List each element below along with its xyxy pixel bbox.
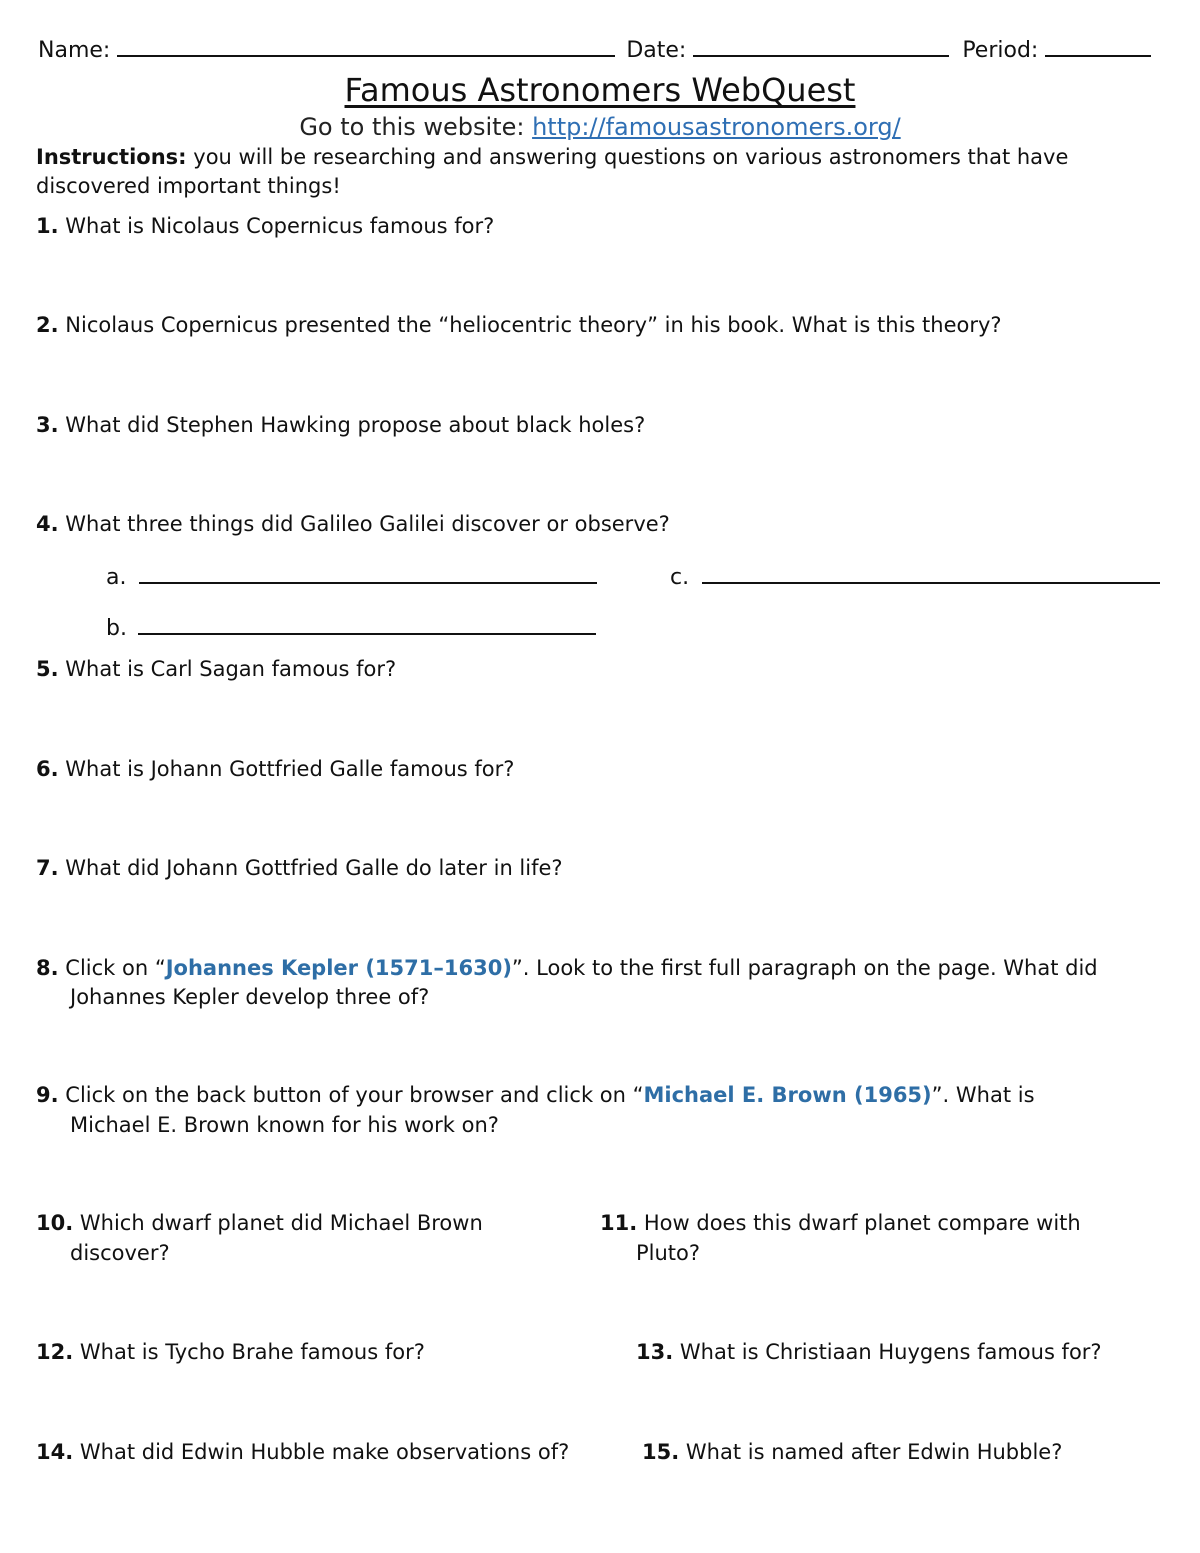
question-2: 2. Nicolaus Copernicus presented the “heliocentric theory” in his book. What is this theory? <box>36 313 1002 337</box>
instructions <box>36 143 1146 201</box>
period-blank[interactable] <box>1045 55 1151 57</box>
website-link[interactable]: http://famousastronomers.org/ <box>532 113 901 141</box>
brown-link[interactable]: Michael E. Brown (1965) <box>643 1083 932 1107</box>
period-label: Period: <box>962 38 1039 63</box>
website-prefix: Go to this website: <box>299 113 525 141</box>
question-8-line2: Johannes Kepler develop three of? <box>70 985 430 1009</box>
question-4: 4. What three things did Galileo Galilei discover or observe? <box>36 512 670 536</box>
date-blank[interactable] <box>693 55 949 57</box>
q4-part-c: c. <box>670 563 1160 592</box>
instructions-text: you will be researching and answering questions on various astronomers that have discovered important things! <box>36 145 1069 198</box>
q4-answer-a[interactable] <box>139 582 597 584</box>
website-line <box>0 111 1200 143</box>
question-10: 10. Which dwarf planet did Michael Brown <box>36 1211 483 1235</box>
question-5: 5. What is Carl Sagan famous for? <box>36 657 397 681</box>
q4-part-a: a. <box>106 563 597 592</box>
question-3: 3. What did Stephen Hawking propose about black holes? <box>36 413 646 437</box>
question-14: 14. What did Edwin Hubble make observations of? <box>36 1440 570 1464</box>
name-blank[interactable] <box>117 55 615 57</box>
question-10-line2: discover? <box>70 1241 170 1265</box>
q4-part-b: b. <box>106 614 596 643</box>
question-15: 15. What is named after Edwin Hubble? <box>642 1440 1063 1464</box>
student-info-row <box>38 36 1151 66</box>
question-9-line2: Michael E. Brown known for his work on? <box>70 1113 499 1137</box>
question-9: 9. Click on the back button of your browser and click on “Michael E. Brown (1965)”. What is <box>36 1083 1035 1107</box>
q4-answer-c[interactable] <box>702 582 1160 584</box>
question-13: 13. What is Christiaan Huygens famous for? <box>636 1340 1102 1364</box>
question-7: 7. What did Johann Gottfried Galle do later in life? <box>36 856 563 880</box>
date-label: Date: <box>626 38 687 63</box>
question-1: 1. What is Nicolaus Copernicus famous for? <box>36 214 495 238</box>
question-8: 8. Click on “Johannes Kepler (1571–1630)”. Look to the first full paragraph on the page. What did <box>36 956 1098 980</box>
question-6: 6. What is Johann Gottfried Galle famous for? <box>36 757 515 781</box>
question-12: 12. What is Tycho Brahe famous for? <box>36 1340 425 1364</box>
name-label: Name: <box>38 38 111 63</box>
question-11: 11. How does this dwarf planet compare with <box>600 1211 1081 1235</box>
question-11-line2: Pluto? <box>636 1241 701 1265</box>
page-title: Famous Astronomers WebQuest <box>344 71 856 109</box>
instructions-label: Instructions: <box>36 145 187 169</box>
q4-answer-b[interactable] <box>138 633 596 635</box>
kepler-link[interactable]: Johannes Kepler (1571–1630) <box>165 956 512 980</box>
